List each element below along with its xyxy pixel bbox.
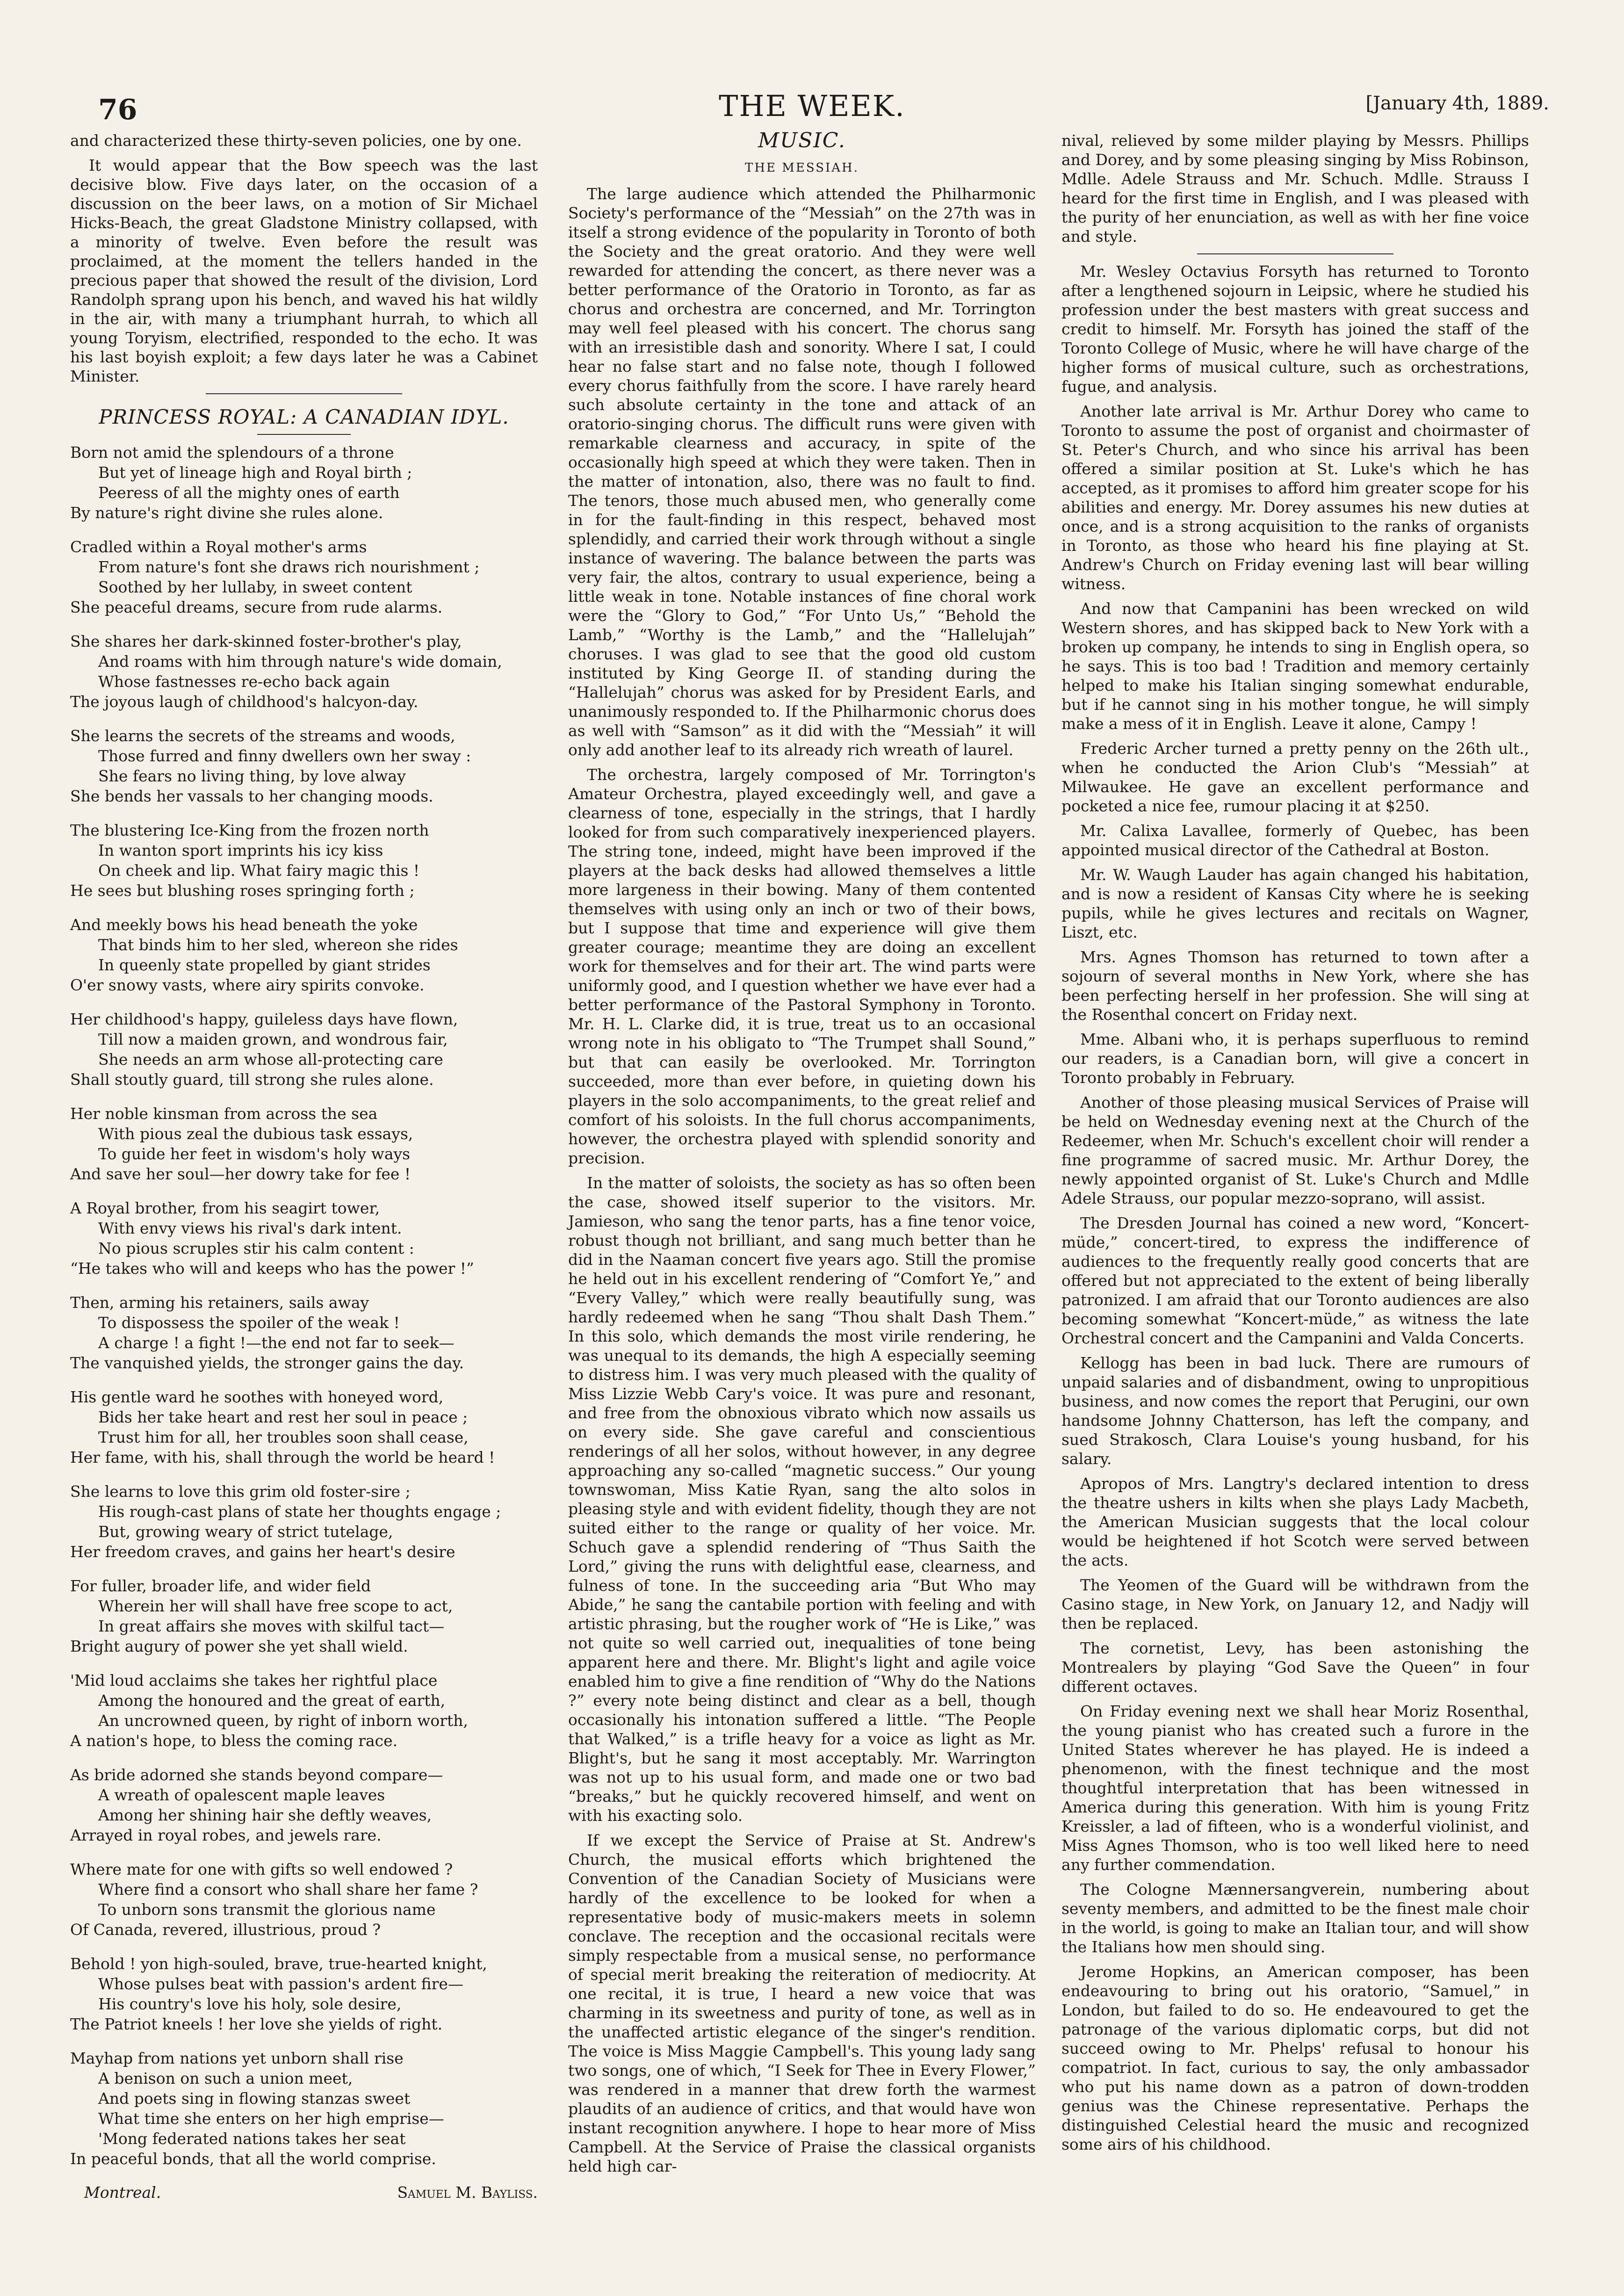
poem-line: The blustering Ice-King from the frozen north — [70, 821, 429, 839]
poem-line: In great affairs she moves with skilful tact— — [98, 1617, 445, 1635]
poem-line: The vanquished yields, the stronger gains the day. — [70, 1354, 464, 1372]
poem-stanza — [70, 1481, 538, 1562]
news-paragraph: Apropos of Mrs. Langtry's declared intention to dress the theatre ushers in kilts when she plays Lady Macbeth, the American Musician suggests that the local colour would be heightened if hot Scotch were served between the acts. — [1061, 1474, 1529, 1569]
news-paragraph: Another of those pleasing musical Services of Praise will be held on Wednesday evening next at the Church of the Redeemer, when Mr. Schuch's excellent choir will render a fine programme of sacred music. Mr. Arthur Dorey, the newly appointed organist of St. Luke's Church and Mdlle Adele Strauss, our popular mezzo-soprano, will assist. — [1061, 1093, 1529, 1207]
column-right — [1061, 131, 1529, 2159]
poem-line: That binds him to her sled, whereon she rides — [98, 936, 458, 954]
section-divider — [206, 393, 402, 394]
review-paragraph: In the matter of soloists, the society as has so often been the case, showed itself superior to the visitors. Mr. Jamieson, who sang the tenor parts, has a fine tenor voice, robust though not brilliant, and sang much better than he did in the Naaman concert five years ago. Still the promise he held out in his excellent rendering of “Comfort Ye,” and “Every Valley,” which were really beautifully sung, was hardly redeemed when he sang “Thou shalt Dash Them.” In this solo, which demands the most virile rendering, he was unequal to its demands, the high A especially seeming to distress him. I was very much pleased with the quality of Miss Lizzie Webb Cary's voice. It was pure and resonant, and free from the obnoxious vibrato which now assails us on every side. She gave careful and conscientious renderings of all her solos, without however, in any degree approaching any so-called “magnetic success.” Our young townswoman, Miss Katie Ryan, sang the alto solos in pleasing style and with evident fidelity, though they are not suited either to the range or quality of her voice. Mr. Schuch gave a splendid rendering of “Thus Saith the Lord,” giving the runs with delightful ease, clearness, and fulness of tone. In the succeeding aria “But Who may Abide,” he sang the cantabile portion with feeling and with artistic phrasing, but the rougher work of “He is Like,” was not quite so well carried out, inequalities of tone being apparent here and there. Mr. Blight's light and agile voice enabled him to give a fine rendition of “Why do the Nations ?” every note being distinct and clear as a bell, though occasionally his intonation suffered a little. “The People that Walked,” is a trifle heavy for a voice as light as Mr. Blight's, but he sang it most acceptably. Mr. Warrington was not up to his usual form, and made one or two bad “breaks,” but he quickly recovered himself, and went on with his exacting solo. — [568, 1174, 1036, 1825]
poem-line: Bids her take heart and rest her soul in peace ; — [98, 1408, 468, 1426]
poem-line: As bride adorned she stands beyond compare— — [70, 1766, 443, 1784]
poem-line: A nation's hope, to bless the coming race. — [70, 1732, 398, 1750]
poem-line: Her freedom craves, and gains her heart's desire — [70, 1543, 455, 1561]
poem-stanza — [70, 1765, 538, 1845]
poem-line: Born not amid the splendours of a throne — [70, 443, 394, 462]
poem-line: Cradled within a Royal mother's arms — [70, 538, 367, 556]
poem-line: His gentle ward he soothes with honeyed word, — [70, 1388, 444, 1406]
news-paragraph: The Yeomen of the Guard will be withdrawn from the Casino stage, in New York, on January 12, and Nadjy will then be replaced. — [1061, 1576, 1529, 1632]
poem-line: Her noble kinsman from across the sea — [70, 1105, 378, 1123]
poem-stanza — [70, 1670, 538, 1751]
poem-line: Her fame, with his, shall through the world be heard ! — [70, 1448, 495, 1466]
news-paragraph: On Friday evening next we shall hear Moriz Rosenthal, the young pianist who has created such a furore in the United States wherever he has played. He is indeed a phenomenon, with the finest technique and the most thoughtful interpretation that has been witnessed in America during this generation. With him is young Fritz Kreissler, a lad of fifteen, who is a wonderful violinist, and Miss Agnes Thomson, who is too well liked here to need any further commendation. — [1061, 1702, 1529, 1874]
news-paragraph: Jerome Hopkins, an American composer, has been endeavouring to bring out his oratorio, “Samuel,” in London, but failed to do so. He endeavoured to get the patronage of the various diplomatic corps, but did not succeed owing to Mr. Phelps' refusal to honour his compatriot. In fact, curious to say, the only ambassador who put his name down as a patron of down-trodden genius was the Chinese representative. Perhaps the distinguished Celestial heard the music and recognized some airs of his childhood. — [1061, 1963, 1529, 2153]
poem-line: She learns to love this grim old foster-sire ; — [70, 1482, 411, 1501]
poem-line: She shares her dark-skinned foster-brother's play, — [70, 632, 462, 650]
poem-line: Soothed by her lullaby, in sweet content — [98, 578, 412, 596]
poem-line: To guide her feet in wisdom's holy ways — [98, 1145, 411, 1163]
poem-line: To dispossess the spoiler of the weak ! — [98, 1314, 400, 1332]
poem-line: O'er snowy vasts, where airy spirits convoke. — [70, 976, 425, 994]
subsection-title-messiah: THE MESSIAH. — [744, 161, 859, 175]
poem-stanza — [70, 1954, 538, 2034]
poem-line: And save her soul—her dowry take for fee ! — [70, 1165, 411, 1183]
poem-line: What time she enters on her high emprise— — [98, 2109, 444, 2128]
poem-stanza — [70, 537, 538, 617]
poem-line: A charge ! a fight !—the end not far to seek— — [98, 1334, 455, 1352]
news-paragraph: Mme. Albani who, it is perhaps superfluous to remind our readers, is a Canadian born, will give a concert in Toronto probably in February. — [1061, 1030, 1529, 1087]
poem-line: Then, arming his retainers, sails away — [70, 1293, 369, 1312]
poem-line: Shall stoutly guard, till strong she rules alone. — [70, 1070, 434, 1089]
poem-line: With pious zeal the dubious task essays, — [98, 1125, 413, 1143]
poem-line: The Patriot kneels ! her love she yields of right. — [70, 2015, 443, 2033]
poem-line: She needs an arm whose all-protecting care — [98, 1050, 443, 1069]
poem-line: But, growing weary of strict tutelage, — [98, 1523, 393, 1541]
poem-stanza — [70, 1198, 538, 1278]
review-paragraph: The orchestra, largely composed of Mr. Torrington's Amateur Orchestra, played exceedingly well, and gave a clearness of tone, especially in the strings, that I hardly looked for from such comparatively inexperienced players. The string tone, indeed, might have been improved if the players at the back desks had allowed themselves a little more largeness in their bowing. Many of them contented themselves with using only an inch or two of their bows, but I suppose that time and experience will give them greater courage; meantime they are doing an excellent work for themselves and for their art. The wind parts were uniformly good, and I question whether we have ever had a better performance of the Pastoral Symphony in Toronto. Mr. H. L. Clarke did, it is true, treat us to an occasional wrong note in his obligato to “The Trumpet shall Sound,” but that can easily be overlooked. Mr. Torrington succeeded, more than ever before, in quieting down his players in the solo accompaniments, to the great relief and comfort of his soloists. In the full chorus accompaniments, however, the orchestra played with splendid sonority and precision. — [568, 765, 1036, 1167]
poem-stanza — [70, 2048, 538, 2169]
review-paragraph: The large audience which attended the Philharmonic Society's performance of the “Messiah” on the 27th was in itself a strong evidence of the popularity in Toronto of both the Society and the great oratorio. And they were well rewarded for attending the concert, as there never was a better performance of the Oratorio in Toronto, as far as chorus and orchestra are concerned, and Mr. Torrington may well feel pleased with his concert. The chorus sang with an irresistible dash and sonority. Where I sat, I could hear no false start and no false note, though I followed every chorus faithfully from the score. I have rarely heard such absolute certainty in the tone and attack of an oratorio-singing chorus. The difficult runs were given with remarkable clearness and accuracy, in spite of the occasionally high speed at which they were taken. Then in the matter of intonation, also, there was no fault to find. The tenors, those much abused men, who generally come in for the fault-finding in this respect, behaved most splendidly, and carried their work through without a single instance of wavering. The balance between the parts was very fair, the altos, contrary to usual experience, being a little weak in tone. Notable instances of fine choral work were the “Glory to God,” “For Unto Us,” “Behold the Lamb,” “Worthy is the Lamb,” and the “Hallelujah” choruses. I was glad to see that the good old custom instituted by King George II. of standing during the “Hallelujah” chorus was asked for by President Earls, and unanimously responded to. If the Philharmonic chorus does as well with “Samson” as it did with the “Messiah” it will only add another leaf to its already rich wreath of laurel. — [568, 185, 1036, 759]
poem-line: For fuller, broader life, and wider field — [70, 1577, 371, 1595]
poem-line: And meekly bows his head beneath the yoke — [70, 916, 418, 934]
issue-date: [January 4th, 1889. — [1365, 93, 1549, 114]
poem-line: And poets sing in flowing stanzas sweet — [98, 2089, 411, 2108]
poem-line: Where mate for one with gifts so well endowed ? — [70, 1860, 453, 1878]
poem-line: In queenly state propelled by giant strides — [98, 956, 431, 974]
poem-line: Bright augury of power she yet shall wield. — [70, 1637, 408, 1655]
poem-line: In wanton sport imprints his icy kiss — [98, 841, 383, 859]
news-paragraph: Mrs. Agnes Thomson has returned to town after a sojourn of several months in New York, where she has been perfecting herself in her profession. She will sing at the Rosenthal concert on Friday next. — [1061, 948, 1529, 1024]
poem-line: Among her shining hair she deftly weaves, — [98, 1806, 432, 1824]
poem-line: Where find a consort who shall share her fame ? — [98, 1880, 478, 1899]
poem-stanza — [70, 631, 538, 712]
poem-line: On cheek and lip. What fairy magic this ! — [98, 861, 420, 880]
poem-line: He sees but blushing roses springing forth ; — [70, 881, 415, 900]
section-title-music: MUSIC. — [758, 129, 846, 152]
poem-line: His rough-cast plans of state her thoughts engage ; — [98, 1502, 501, 1521]
poem-stanza — [70, 915, 538, 995]
poem-line: Among the honoured and the great of earth, — [98, 1691, 446, 1710]
poem-line: From nature's font she draws rich nourishment ; — [98, 558, 480, 576]
news-paragraph: Mr. Calixa Lavallee, formerly of Quebec, has been appointed musical director of the Cathedral at Boston. — [1061, 822, 1529, 859]
poem-line: Her childhood's happy, guileless days have flown, — [70, 1010, 458, 1028]
messiah-review — [568, 184, 1036, 2176]
poem-line: In peaceful bonds, that all the world comprise. — [70, 2150, 436, 2168]
poem-line: But yet of lineage high and Royal birth ; — [98, 463, 412, 482]
news-paragraph: Frederic Archer turned a pretty penny on the 26th ult., when he conducted the Arion Club's “Messiah” at Milwaukee. He gave an excellent performance and pocketed a nice fee, rumour placing it at $250. — [1061, 739, 1529, 815]
column-left — [70, 131, 538, 2202]
poem-line: A wreath of opalescent maple leaves — [98, 1786, 385, 1804]
news-paragraph: Mr. Wesley Octavius Forsyth has returned to Toronto after a lengthened sojourn in Leipsic, where he studied his profession under the best masters with great success and credit to himself. Mr. Forsyth has joined the staff of the Toronto College of Music, where he will have charge of the higher forms of musical culture, such as orchestrations, fugue, and analysis. — [1061, 262, 1529, 396]
poem-line: Trust him for all, her troubles soon shall cease, — [98, 1428, 469, 1446]
page-header — [56, 89, 1568, 131]
poem-line: Those furred and finny dwellers own her sway : — [98, 747, 471, 765]
poem-line: She fears no living thing, by love alway — [98, 767, 406, 785]
poem-line: A benison on such a union meet, — [98, 2069, 353, 2087]
poem-line: Of Canada, revered, illustrious, proud ? — [70, 1921, 381, 1939]
poem-stanza — [70, 1104, 538, 1184]
review-paragraph: If we except the Service of Praise at St. Andrew's Church, the musical efforts which brightened the Convention of the Canadian Society of Musicians were hardly of the excellence to be looked for when a representative body of music-makers meets in solemn conclave. The reception and the occasional recitals were simply respectable from a musical sense, no performance of special merit breaking the reiteration of mediocrity. At one recital, it is true, I heard a new voice that was charming in its sweetness and purity of tone, as well as in the unaffected artistic elegance of the singer's rendition. The voice is Miss Maggie Campbell's. This young lady sang two songs, one of which, “I Seek for Thee in Every Flower,” was rendered in a manner that drew forth the warmest plaudits of an audience of critics, and that would have won instant recognition anywhere. I hope to hear more of Miss Campbell. At the Service of Praise the classical organists held high car- — [568, 1831, 1036, 2175]
poem-body — [70, 442, 538, 2169]
music-notes — [1061, 131, 1529, 2154]
column-middle — [568, 131, 1036, 2181]
poem-line: And roams with him through nature's wide domain, — [98, 652, 502, 671]
poem-line: Peeress of all the mighty ones of earth — [98, 484, 400, 502]
poem-stanza — [70, 1009, 538, 1090]
poem-line: Till now a maiden grown, and wondrous fair, — [98, 1030, 448, 1048]
poem-stanza — [70, 1576, 538, 1656]
signature-name: Samuel M. Bayliss. — [397, 2183, 538, 2202]
poem-line: Wherein her will shall have free scope to act, — [98, 1597, 453, 1615]
opening-line: and characterized these thirty-seven policies, one by one. — [70, 131, 522, 150]
poem-stanza — [70, 442, 538, 523]
poem-line: Whose fastnesses re-echo back again — [98, 672, 390, 691]
news-paragraph: Another late arrival is Mr. Arthur Dorey who came to Toronto to assume the post of organist and choirmaster of St. Peter's Church, and who since his arrival has been offered a similar position at St. Luke's which he has accepted, as it promises to afford him greater scope for his abilities and energy. Mr. Dorey assumes his new duties at once, and is a strong acquisition to the ranks of organists in Toronto, as those who heard his fine playing at St. Andrew's Church on Friday evening last will bear willing witness. — [1061, 402, 1529, 593]
poem-line: She peaceful dreams, secure from rude alarms. — [70, 598, 443, 616]
poem-line: Mayhap from nations yet unborn shall rise — [70, 2049, 404, 2067]
poem-line: No pious scruples stir his calm content : — [98, 1239, 414, 1257]
section-divider — [1197, 253, 1393, 254]
poem-title: PRINCESS ROYAL: A CANADIAN IDYL. — [99, 405, 509, 428]
news-paragraph: The cornetist, Levy, has been astonishing the Montrealers by playing “God Save the Queen” in four different octaves. — [1061, 1639, 1529, 1696]
poem-line: A Royal brother, from his seagirt tower, — [70, 1199, 380, 1217]
poem-stanza — [70, 1859, 538, 1940]
poem-line: Arrayed in royal robes, and jewels rare. — [70, 1826, 382, 1844]
poem-line: Whose pulses beat with passion's ardent fire— — [98, 1975, 463, 1993]
news-paragraph: nival, relieved by some milder playing by Messrs. Phillips and Dorey, and by some pleasing singing by Miss Robinson, Mdlle. Adele Strauss and Mr. Schuch. Mdlle. Strauss I heard for the first time in English, and I was pleased with the purity of her enunciation, as well as with her fine voice and style. — [1061, 131, 1530, 245]
poem-line: With envy views his rival's dark intent. — [98, 1219, 402, 1237]
poem-line: An uncrowned queen, by right of inborn worth, — [98, 1711, 469, 1730]
poem-line: By nature's right divine she rules alone. — [70, 504, 383, 522]
news-paragraph: The Cologne Mænnersangverein, numbering about seventy members, and admitted to be the finest male choir in the world, is going to make an Italian tour, and will show the Italians how men should sing. — [1061, 1880, 1529, 1956]
poem-stanza — [70, 726, 538, 806]
bow-speech-paragraph: It would appear that the Bow speech was the last decisive blow. Five days later, on the occasion of a discussion on the beer laws, on a motion of Sir Michael Hicks-Beach, the great Gladstone Ministry collapsed, with a minority of twelve. Even before the result was proclaimed, at the moment the tellers handed in the precious paper that showed the result of the division, Lord Randolph sprang upon his bench, and waved his hat wildly in the air, with many a triumphant hurrah, to which all young Toryism, electrified, responded to the echo. It was his last boyish exploit; a few days later he was a Cabinet Minister. — [70, 156, 538, 385]
poem-line: She bends her vassals to her changing moods. — [70, 787, 433, 805]
poem-line: 'Mong federated nations takes her seat — [98, 2130, 406, 2148]
poem-line: “He takes who will and keeps who has the power !” — [70, 1259, 474, 1278]
poem-line: Behold ! yon high-souled, brave, true-hearted knight, — [70, 1955, 487, 1973]
poem-line: His country's love his holy, sole desire, — [98, 1995, 402, 2013]
news-paragraph: Kellogg has been in bad luck. There are rumours of unpaid salaries and of disbandment, owing to unpropitious business, and now comes the report that Perugini, our own handsome Johnny Chatterson, has left the company, and sued Strakosch, Clara Louise's young husband, for his salary. — [1061, 1354, 1529, 1468]
poem-line: She learns the secrets of the streams and woods, — [70, 727, 455, 745]
news-paragraph: Mr. W. Waugh Lauder has again changed his habitation, and is now a resident of Kansas City where he is seeking pupils, while he gives lectures and recitals on Wagner, Liszt, etc. — [1061, 866, 1529, 941]
poem-line: 'Mid loud acclaims she takes her rightful place — [70, 1671, 438, 1690]
poem-stanza — [70, 1387, 538, 1467]
masthead-title: THE WEEK. — [719, 89, 905, 123]
poem-line: To unborn sons transmit the glorious name — [98, 1900, 436, 1919]
title-divider — [257, 434, 351, 435]
poem-line: The joyous laugh of childhood's halcyon-day. — [70, 693, 419, 711]
signature-place: Montreal. — [84, 2183, 161, 2202]
news-paragraph: The Dresden Journal has coined a new word, “Koncert-müde,” concert-tired, to express the indifference of audiences to the frequently really good concerts that are offered but not appreciated to the extent of being liberally patronized. I am afraid that our Toronto audiences are also becoming somewhat “Koncert-müde,” as witness the late Orchestral concert and the Campanini and Valda Concerts. — [1061, 1214, 1529, 1347]
poem-stanza — [70, 1292, 538, 1373]
page-number: 76 — [98, 94, 137, 126]
poem-stanza — [70, 820, 538, 901]
news-paragraph: And now that Campanini has been wrecked on wild Western shores, and has skipped back to New York with a broken up company, he intends to sing in English opera, so he says. This is too bad ! Tradition and memory certainly helped to make his Italian singing somewhat endurable, but if he cannot sing in his mother tongue, he will simply make a mess of it in English. Leave it alone, Campy ! — [1061, 599, 1529, 733]
poem-signature — [70, 2183, 538, 2202]
